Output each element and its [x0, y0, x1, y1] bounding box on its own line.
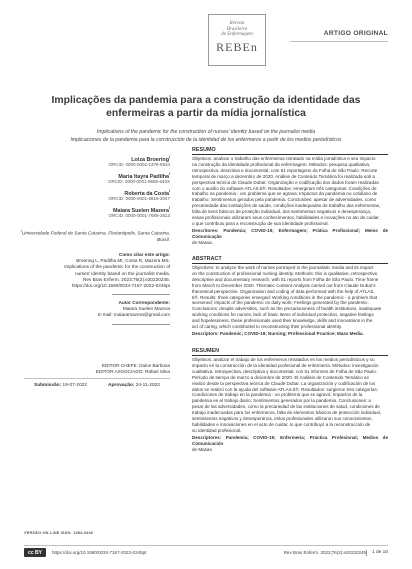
- article-title: Implicações da pandemia para a construção da identidade das enfermeiras a partir da mídia jornalística: [51, 95, 361, 119]
- citation-line: Implications of the pandemic for the construction of: [64, 264, 170, 270]
- abstract-heading: ABSTRACT: [192, 256, 222, 262]
- author-orcid[interactable]: ORCID: 0000-0001-7689-2613: [108, 213, 170, 218]
- affiliation: $^I$Universidade Federal de Santa Catarina. Florianópolis, Santa Catarina, Brasil.: [21, 229, 170, 242]
- citation-line: Broering L, Padilha MI, Costa R, Mazera MS.: [76, 258, 170, 264]
- approval-date: Aprovação: 24-11-2022: [108, 383, 160, 388]
- abstract-body: Objectives: to analyze the work of nurses portrayed in the journalistic media and its impact on the construction of professional nursing identity. Methods: this is qualitative, retrospective, descriptive and documentary research, with 51 reports from Folha de São Paulo. Time frame from March to December 2020. Thematic Content Analysis carried out from Claude Dubar's theoretical perspective. Organization and coding of data performed with the help of ATLAS. ti®. Results: three categories emerged: Working conditions in the pandemic - a problem that worsened; Impacts of the pandemic on daily work; Feelings generated by the pandemic. Conclusions: despite adversities, such as the precariousness of health institutions, inadequate working conditions for nurses, lack of basic items of individual protection, negative feelings and hopelessness, these professionals used their knowledge, skills and innovations in the act of caring, which contributed to reconstructing their professional identity. Descriptors: Pandemic; COVID-19; Nursing; Professional Practice; Mass Media.: [192, 265, 388, 337]
- resumo-heading: RESUMO: [192, 147, 216, 153]
- correspondence-heading: Autor Correspondente:: [118, 300, 170, 305]
- editor-chief: EDITOR CHEFE: Dulce Barbosa: [101, 363, 170, 368]
- divider: [24, 378, 170, 379]
- logo-line-2: Brasileira: [226, 26, 248, 32]
- correspondence-email[interactable]: E-mail: maiaramazera@gmail.com: [98, 312, 170, 318]
- logo-line-3: de Enfermagem: [221, 32, 253, 37]
- author-name: Maria Itayra Padilha$^I$: [118, 172, 170, 180]
- logo-line-1: Revista: [229, 21, 245, 26]
- section-rule: [192, 154, 388, 155]
- section-rule: [192, 263, 388, 264]
- author-orcid[interactable]: ORCID: 0000-0001-9695-640X: [107, 179, 170, 184]
- journal-logo: [208, 14, 266, 66]
- article-title-es: Implicaciones de la pandemia para la construcción de la identidad de los enfermeros a partir de los medios periodísticos: [70, 137, 342, 143]
- author-name: Roberta da Costa$^I$: [124, 189, 170, 197]
- author-orcid[interactable]: ORCID: 0000-0002-1376-5534: [108, 162, 170, 167]
- resumo-body: Objetivos: analisar o trabalho das enfermeiras retratado na mídia jornalística e seu impacto na construção da identidade profissional da enfermagem. Métodos: pesquisa qualitativa, retrospectiva, descritiva e documental, com 51 reportagens da Folha de São Paulo. Recorte temporal de março a dezembro de 2020. Análise de Conteúdo Temática foi realizada sob a perspectiva teórica de Claude Dubar. Organização e codificação dos dados foram realizadas com o auxílio do software ATLAS.ti®. Resultados: emergiram três categorias: Condições de trabalho na pandemia - um problema que se agrava; Impactos da pandemia no cotidiano de trabalho; Sentimentos gerados pela pandemia. Conclusões: apesar de adversidades, como precariedade das instituições de saúde, condições inadequadas de trabalho das enfermeiras, falta de itens básicos de proteção individual, dos sentimentos negativos e desesperança, essas profissionais utilizaram seus conhecimentos, habilidades e inovações no ato de cuidar, o que contribuiu para a reconstrução de sua identidade profissional. Descritores: Pandemia; COVID-19; Enfermagem; Prática Profissional; Meios de Comunicação de Massa.: [192, 156, 388, 245]
- author-name: Loiza Broering$^I$: [131, 155, 170, 163]
- abstract-descriptors: Descriptors: Pandemic; COVID-19; Nursing; Professional Practice; Mass Media.: [192, 330, 364, 336]
- resumo-descriptors: Descritores: Pandemia; COVID-19; Enfermagem; Prática Profissional; Meios de Comunicação: [192, 227, 388, 239]
- correspondence-name: Maiara Suelen Mazera: [122, 306, 170, 312]
- header-rule: [290, 41, 388, 42]
- citation-line: nurses' identity based on the journalist media.: [75, 270, 170, 276]
- citation-block: [64, 252, 170, 289]
- footer-journal-ref: Rev Bras Enferm. 2023;76(2):e20220245: [283, 550, 366, 555]
- divider: [112, 294, 170, 295]
- editors-block: [96, 363, 170, 375]
- cc-by-license-icon[interactable]: cc BY: [24, 548, 46, 557]
- footer-doi-link[interactable]: https://doi.org/10.1590/0034-7167-2022-0245pt: [52, 550, 147, 555]
- article-type-label: ARTIGO ORIGINAL: [323, 30, 388, 37]
- citation-heading: Como citar este artigo:: [118, 252, 170, 257]
- issn-version: VERSÃO ON-LINE ISSN: 1984-0446: [24, 531, 94, 535]
- page-number: 1 de 10: [371, 550, 388, 555]
- resumen-descriptors: Descriptores: Pandemia; COVID-19; Enfermería; Práctica Profesional; Medios de Comunicación: [192, 434, 388, 446]
- author-name: Maiara Suelen Mazera$^I$: [112, 206, 170, 214]
- submission-date: Submissão: 19-07-2022: [34, 383, 88, 388]
- author-orcid[interactable]: ORCID: 0000-0001-6816-2047: [108, 196, 170, 201]
- resumen-heading: RESUMEN: [192, 348, 219, 354]
- citation-doi-link[interactable]: https://doi.org/10.1590/0034-7167-2022-0245pt: [71, 283, 170, 289]
- footer-rule: [24, 545, 388, 546]
- resumen-body: Objetivos: analizar el trabajo de los enfermeros retratados en los medios periodísticos y su impacto en la construcción de la identidad profesional de enfermería. Métodos: investigación cualitativa, retrospectiva, descriptiva y documental, con 51 informes de Folha de São Paulo. Período de tiempo de marzo a diciembre de 2020. El Análisis de Contenido Temático se realizó desde la perspectiva teórica de Claude Dubar. La organización y codificación de los datos se realizó con la ayuda del software ATLAS.ti®. Resultados: surgieron tres categorías: Condiciones de trabajo en la pandemia - un problema que se agravó; Impactos de la pandemia en el trabajo diario; Sentimientos generados por la pandemia. Conclusiones: a pesar de las adversidades, como la precariedad de las instituciones de salud, condiciones de trabajo inadecuadas para los enfermeros, falta de elementos básicos de protección individual, sentimientos negativos y desesperanza, estos profesionales utilizaron sus conocimientos, habilidades e innovaciones en el acto de cuidar, lo que contribuyó a la reconstrucción de su identidad profesional. Descriptores: Pandemia; COVID-19; Enfermería; Práctica Profesional; Medios de Comunicación de Masas.: [192, 357, 388, 452]
- citation-line: Rev Bras Enferm. 2023;76(2):e20220245.: [82, 276, 170, 282]
- editor-associate: EDITOR ASSOCIADO: Rafael Silva: [95, 369, 170, 375]
- section-rule: [192, 355, 388, 356]
- logo-wordmark: REBEn: [216, 40, 258, 54]
- correspondence-block: [98, 300, 170, 319]
- article-title-en: Implications of the pandemic for the construction of nurses' identity based on the journalist media: [96, 129, 316, 135]
- divider: [112, 324, 170, 325]
